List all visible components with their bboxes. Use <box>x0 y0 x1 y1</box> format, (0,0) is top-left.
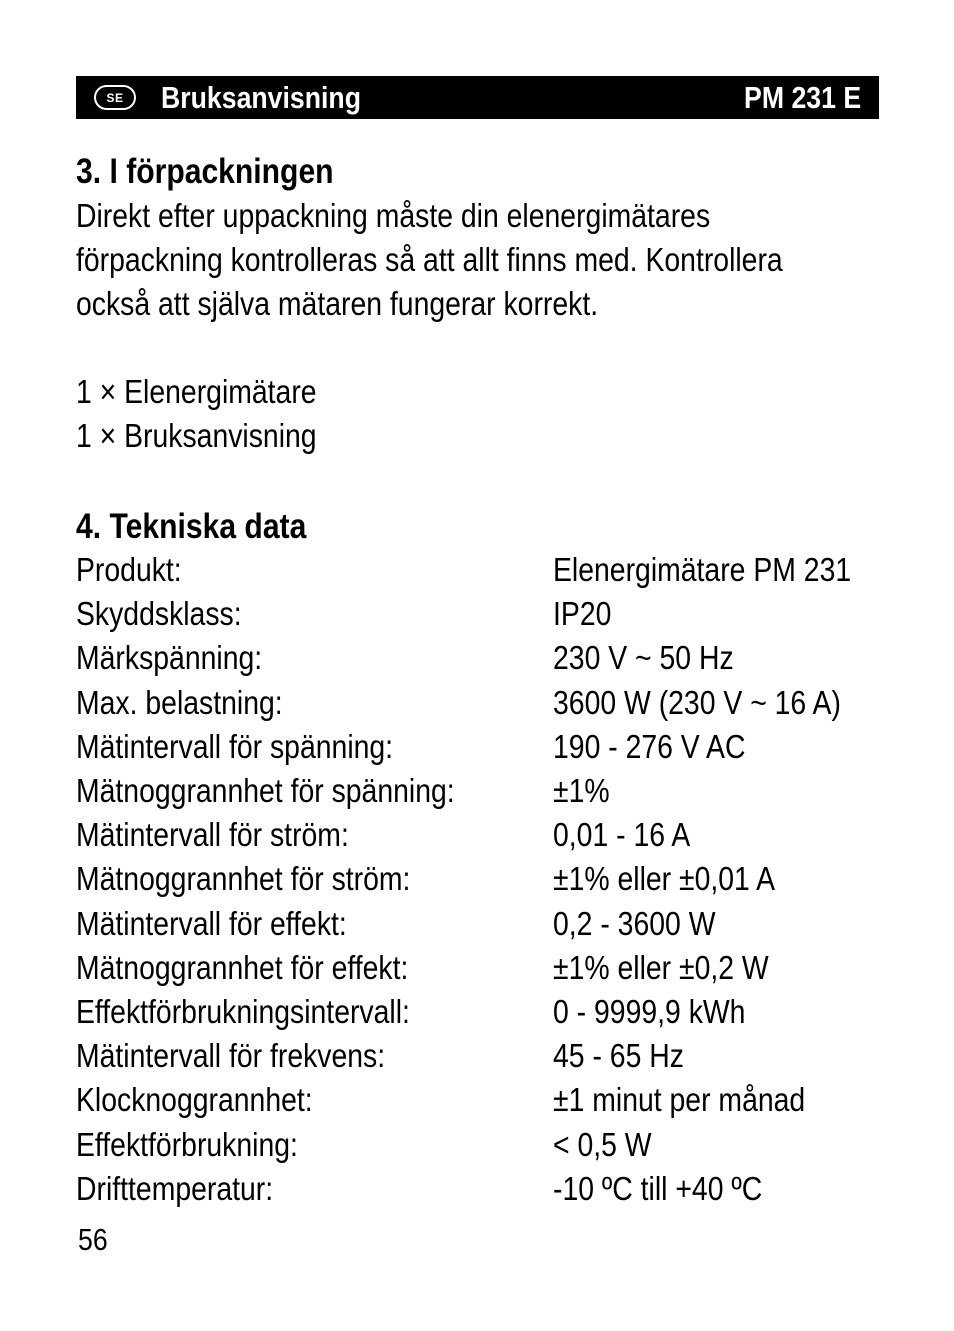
header-bar <box>76 76 879 119</box>
spec-label: Mätintervall för frekvens: <box>76 1037 386 1074</box>
spec-label: Mätnoggrannhet för ström: <box>76 860 411 897</box>
spec-label: Mätintervall för effekt: <box>76 905 347 942</box>
section3-paragraph-line: Direkt efter uppackning måste din elenergimätares <box>76 197 711 234</box>
section3-paragraph-line: förpackning kontrolleras så att allt finns med. Kontrollera <box>76 241 783 278</box>
page-number: 56 <box>78 1222 108 1257</box>
spec-label: Mätintervall för spänning: <box>76 728 394 765</box>
spec-value: 230 V ~ 50 Hz <box>553 639 734 676</box>
spec-value: Elenergimätare PM 231 <box>553 551 852 588</box>
spec-value: 0 - 9999,9 kWh <box>553 993 746 1030</box>
spec-label: Max. belastning: <box>76 684 283 721</box>
header-model: PM 231 E <box>743 80 861 115</box>
spec-value: ±1% eller ±0,2 W <box>553 949 769 986</box>
spec-label: Drifttemperatur: <box>76 1170 274 1207</box>
package-item: 1 × Bruksanvisning <box>76 417 317 454</box>
spec-value: 3600 W (230 V ~ 16 A) <box>553 684 841 721</box>
spec-value: 0,2 - 3600 W <box>553 905 716 942</box>
spec-label: Märkspänning: <box>76 639 263 676</box>
spec-value: ±1 minut per månad <box>553 1081 806 1118</box>
spec-value: IP20 <box>553 595 612 632</box>
spec-value: -10 ºC till +40 ºC <box>553 1170 763 1207</box>
spec-label: Effektförbrukning: <box>76 1126 298 1163</box>
section3-heading: 3. I förpackningen <box>76 152 334 191</box>
header-title: Bruksanvisning <box>161 80 362 115</box>
spec-label: Skyddsklass: <box>76 595 242 632</box>
section4-heading: 4. Tekniska data <box>76 507 307 546</box>
language-badge: SE <box>94 85 136 110</box>
spec-value: ±1% eller ±0,01 A <box>553 860 776 897</box>
spec-label: Klocknoggrannhet: <box>76 1081 313 1118</box>
spec-value: 0,01 - 16 A <box>553 816 691 853</box>
spec-label: Mätnoggrannhet för spänning: <box>76 772 455 809</box>
section3-paragraph-line: också att själva mätaren fungerar korrekt. <box>76 285 599 322</box>
spec-value: 190 - 276 V AC <box>553 728 746 765</box>
spec-value: ±1% <box>553 772 610 809</box>
spec-value: 45 - 65 Hz <box>553 1037 684 1074</box>
package-item: 1 × Elenergimätare <box>76 373 317 410</box>
spec-label: Produkt: <box>76 551 182 588</box>
spec-label: Mätnoggrannhet för effekt: <box>76 949 409 986</box>
spec-label: Effektförbrukningsintervall: <box>76 993 410 1030</box>
spec-label: Mätintervall för ström: <box>76 816 349 853</box>
spec-value: < 0,5 W <box>553 1126 652 1163</box>
